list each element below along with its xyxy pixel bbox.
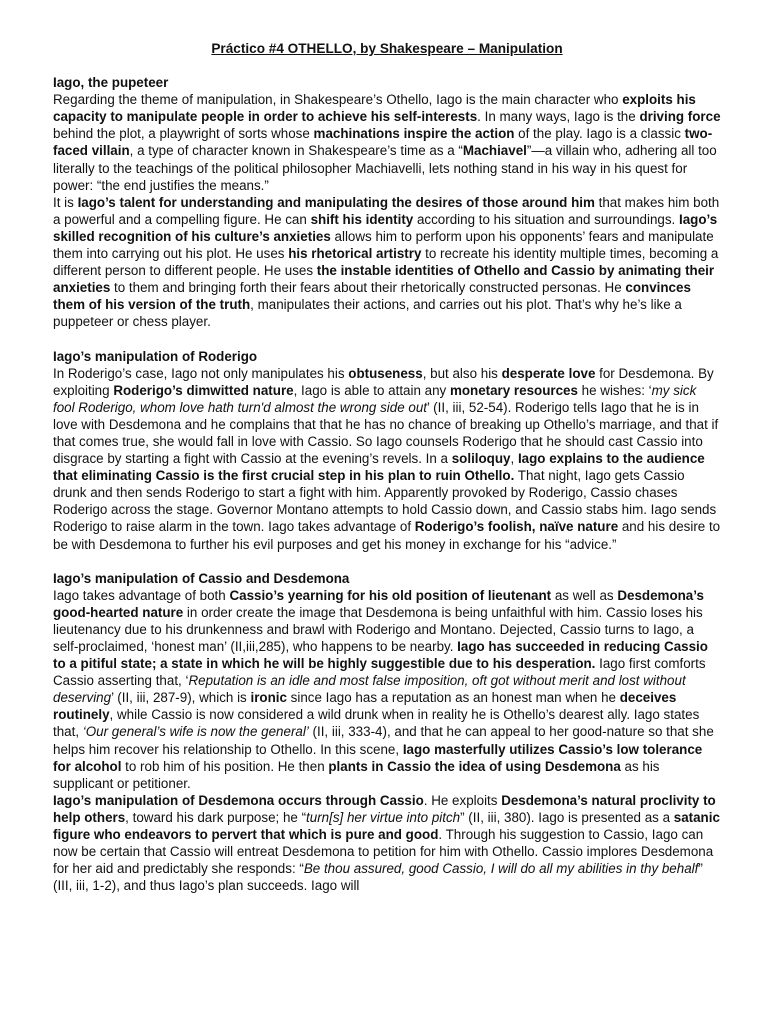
text-run: That night, Iago gets Cassio drunk and then sends Roderigo to start a fight with him. Apparently provoked by Roderigo, Cassio chases Roderigo across the stage. Governor Montano attempts to hold Cassio down, and Cassio stabs him. Iago sends Roderigo to raise alarm in the town. Iago takes advantage of <box>53 468 717 535</box>
bold-text: Desdemona’s natural proclivity to help others <box>53 792 716 825</box>
document-page <box>53 40 721 911</box>
section-heading: Iago’s manipulation of Cassio and Desdemona <box>53 570 350 586</box>
bold-text: convinces them of his version of the truth <box>53 280 691 313</box>
text-run: Regarding the theme of manipulation, in Shakespeare’s Othello, Iago is the main character who <box>53 92 623 108</box>
text-run: Iago first comforts Cassio asserting that, ‘ <box>53 656 706 689</box>
bold-text: soliloquy <box>451 451 511 467</box>
text-run: Iago takes advantage of both <box>53 587 230 603</box>
text-run: he wishes: ‘ <box>577 382 652 398</box>
text-run: as his supplicant or petitioner. <box>53 758 660 791</box>
paragraph <box>53 194 721 331</box>
text-run: according to his situation and surroundings. <box>413 211 679 227</box>
section-roderigo <box>53 348 721 553</box>
text-run: behind the plot, a playwright of sorts whose <box>53 126 314 142</box>
text-run: ’ (II, iii, 52-54). Roderigo tells Iago that he is in love with Desdemona and he complains that that he has no chance of breaking up Othello’s marriage, and that if that comes true, she would fall in love with Cassio. So Iago counsels Roderigo that he should cast Cassio into disgrace by starting a fight with Cassio at the evening’s revels. In a <box>53 399 719 467</box>
paragraph <box>53 792 721 895</box>
paragraph <box>53 587 721 792</box>
text-run: to recreate his identity multiple times, becoming a different person to different people. He uses <box>53 246 719 279</box>
text-run: , Iago is able to attain any <box>293 382 450 398</box>
text-run: and his desire to be with Desdemona to further his evil purposes and get his money in exchange for his “advice.” <box>53 519 721 552</box>
text-run: ”—a villain who, adhering all too literally to the teachings of the political philosopher Machiavelli, lets nothing stand in his way in his quest for power: “the end justifies the means.” <box>53 143 717 193</box>
bold-text: Desdemona’s good-hearted nature <box>53 587 704 620</box>
bold-text: Iago’s skilled recognition of his culture’s anxieties <box>53 211 718 244</box>
text-run: of the play. Iago is a classic <box>514 126 685 142</box>
section-heading: Iago’s manipulation of Roderigo <box>53 348 258 364</box>
bold-text: monetary resources <box>449 382 578 398</box>
bold-text: shift his identity <box>310 211 414 227</box>
text-run: It is <box>53 194 78 210</box>
bold-text: two-faced villain <box>53 126 713 159</box>
text-run: allows him to perform upon his opponents’ fears and manipulate them into carrying out his plot. He uses <box>53 228 714 262</box>
section-heading: Iago, the pupeteer <box>53 75 169 91</box>
bold-text: obtuseness <box>348 365 423 381</box>
text-run: for Desdemona. By exploiting <box>53 365 714 398</box>
bold-text: Cassio’s yearning for his old position of lieutenant <box>229 587 552 603</box>
section-cassio-desdemona <box>53 570 721 895</box>
bold-text: Iago has succeeded in reducing Cassio to a pitiful state; a state in which he will be highly suggestible due to his desperation. <box>53 639 708 672</box>
text-run: in order create the image that Desdemona is being unfaithful with him. Cassio loses his lieutenancy due to his drunkenness and brawl with Roderigo and Montano. Dejected, Cassio turns to Iago, a self-proclaimed, ‘honest man’ (II,iii,285), who happens to be nearby. <box>53 604 703 654</box>
bold-text: Roderigo’s dimwitted nature <box>113 382 294 398</box>
text-run: to them and bringing forth their fears about their rhetorically constructed personas. He <box>110 280 626 296</box>
italic-quote: Be thou assured, good Cassio, I will do all my abilities in thy behalf <box>303 861 699 877</box>
section-iago-puppeteer <box>53 74 721 330</box>
text-run: , manipulates their actions, and carries out his plot. That’s why he’s like a puppeteer or chess player. <box>53 297 682 330</box>
text-run: . Through his suggestion to Cassio, Iago can now be certain that Cassio will entreat Desdemona to petition for him with Othello. Cassio implores Desdemona for her aid and predictably she responds: “ <box>53 827 714 877</box>
text-run: as well as <box>551 587 618 603</box>
italic-quote: ‘Our general’s wife is now the general’ <box>82 724 309 740</box>
text-run: , while Cassio is now considered a wild drunk when in reality he is Othello’s dearest ally. Iago states that, <box>53 707 700 740</box>
text-run: (II, iii, 333-4), and that he can appeal to her good-nature so that she helps him recover his relationship to Othello. In this scene, <box>53 724 714 757</box>
bold-text: Iago’s talent for understanding and manipulating the desires of those around him <box>77 194 595 210</box>
text-run: since Iago has a reputation as an honest man when he <box>286 690 620 706</box>
text-run: to rob him of his position. He then <box>121 758 329 774</box>
bold-text: driving force <box>639 109 721 125</box>
bold-text: plants in Cassio the idea of using Desdemona <box>328 758 621 774</box>
bold-text: Machiavel <box>462 143 527 159</box>
text-run: . He exploits <box>423 792 502 808</box>
italic-quote: turn[s] her virtue into pitch <box>306 809 461 825</box>
text-run: ” (III, iii, 1-2), and thus Iago’s plan succeeds. Iago will <box>53 861 703 894</box>
bold-text: desperate love <box>501 365 596 381</box>
bold-text: Iago explains to the audience that eliminating Cassio is the first crucial step in his plan to ruin Othello. <box>53 451 705 484</box>
bold-text: Roderigo’s foolish, naïve nature <box>414 519 619 535</box>
text-run: , but also his <box>422 365 502 381</box>
italic-quote: Reputation is an idle and most false imposition, oft got without merit and lost without deserving <box>53 673 686 706</box>
bold-text: Iago’s manipulation of Desdemona occurs through Cassio <box>53 792 424 808</box>
bold-text: ironic <box>250 690 287 706</box>
paragraph <box>53 365 721 553</box>
text-run: ” (II, iii, 380). Iago is presented as a <box>460 809 674 825</box>
text-run: , <box>510 451 518 467</box>
bold-text: satanic figure who endeavors to pervert that which is pure and good <box>53 809 720 843</box>
text-run: . In many ways, Iago is the <box>477 109 640 125</box>
bold-text: his rhetorical artistry <box>288 246 422 262</box>
bold-text: exploits his capacity to manipulate people in order to achieve his self-interests <box>53 92 696 125</box>
bold-text: machinations inspire the action <box>313 126 515 142</box>
text-run: , toward his dark purpose; he “ <box>125 809 307 825</box>
text-run: that makes him both a powerful and a compelling figure. He can <box>53 194 720 227</box>
bold-text: deceives routinely <box>53 690 677 723</box>
text-run: In Roderigo’s case, Iago not only manipulates his <box>53 365 349 381</box>
document-title: Práctico #4 OTHELLO, by Shakespeare – Manipulation <box>211 41 563 56</box>
bold-text: Iago masterfully utilizes Cassio’s low tolerance for alcohol <box>53 741 703 774</box>
bold-text: the instable identities of Othello and Cassio by animating their anxieties <box>53 263 715 296</box>
text-run: , a type of character known in Shakespeare’s time as a “ <box>129 143 463 159</box>
paragraph <box>53 91 721 194</box>
italic-quote: my sick fool Roderigo, whom love hath turn'd almost the wrong side out <box>53 382 697 415</box>
text-run: ’ (II, iii, 287-9), which is <box>111 690 251 706</box>
